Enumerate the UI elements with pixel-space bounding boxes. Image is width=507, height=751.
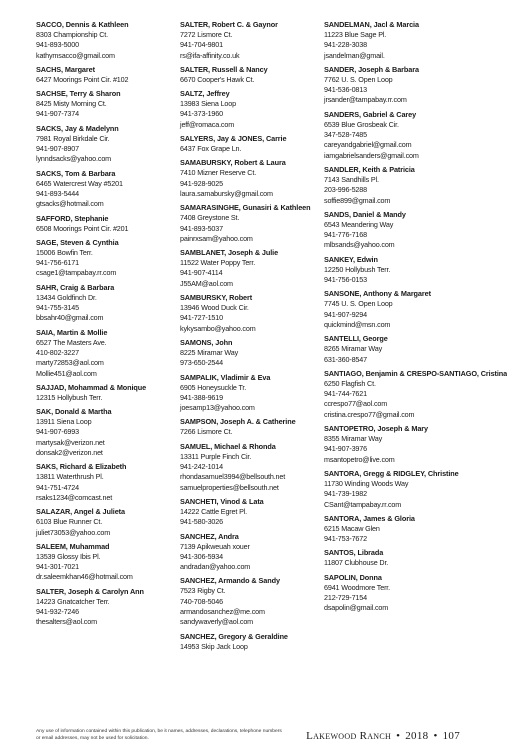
directory-entry (180, 632, 316, 652)
address-line: 7272 Lismore Ct. (180, 30, 233, 39)
address-line: 8303 Championship Ct. (36, 30, 108, 39)
email-line: rsaks1234@comcast.net (36, 492, 113, 502)
directory-entry (180, 89, 316, 130)
directory-entry (180, 293, 316, 334)
resident-name: SANCHETI, Vinod & Lata (180, 496, 264, 506)
address-line: 6103 Blue Runner Ct. (36, 517, 103, 527)
resident-name: SAK, Donald & Martha (36, 407, 112, 417)
directory-column (324, 20, 507, 710)
phone-line: 941-932-7246 (36, 606, 79, 616)
directory-entry (180, 158, 316, 199)
phone-line: 941-776-7168 (324, 230, 367, 240)
directory-entry (180, 203, 316, 244)
resident-name: SANTOS, Librada (324, 548, 384, 558)
phone-line: 941-704-9801 (180, 40, 223, 50)
resident-name: SANDS, Daniel & Mandy (324, 209, 406, 219)
email-line: mlbsands@yahoo.com (324, 240, 395, 250)
directory-entry (324, 368, 507, 420)
phone-line: 941-306-5934 (180, 551, 223, 561)
resident-name: SANTELLI, George (324, 334, 388, 344)
address-line: 7523 Rigby Ct. (180, 586, 226, 596)
phone-line: 941-907-8907 (36, 144, 79, 154)
resident-name: SAMPALIK, Vladimir & Eva (180, 372, 271, 382)
phone-line: 973-650-2544 (180, 358, 223, 368)
resident-name: SANCHEZ, Gregory & Geraldine (180, 631, 288, 641)
phone-line: 941-907-3976 (324, 444, 367, 454)
email-line: dsapolin@gmail.com (324, 603, 389, 613)
directory-entry (324, 289, 460, 330)
address-line: 13434 Goldfinch Dr. (36, 292, 97, 302)
directory-entry (36, 214, 172, 234)
phone-line: 740-708-5046 (180, 596, 223, 606)
directory-column (36, 20, 172, 710)
directory-entry (36, 169, 172, 210)
address-line: 6543 Meandering Way (324, 219, 394, 229)
address-line: 12315 Hollybush Terr. (36, 392, 103, 402)
resident-name: SANKEY, Edwin (324, 254, 378, 264)
phone-line: 941-907-7374 (36, 109, 79, 119)
phone-line: 941-893-5000 (36, 40, 79, 50)
phone-line: 941-580-3026 (180, 517, 223, 527)
address-line: 14223 Gnatcatcher Terr. (36, 596, 110, 606)
email-line: dr.saleemkhan46@hotmail.com (36, 572, 133, 582)
directory-entry (324, 20, 460, 61)
address-line: 8425 Misty Morning Ct. (36, 99, 107, 109)
phone-line: 941-928-9025 (180, 178, 223, 188)
footer-disclaimer: Any use of information contained within this publication, be it names, addresses, declarations, telephone numbers or email addresses, may not be used for solicitation. (36, 729, 282, 741)
directory-entry (180, 532, 316, 573)
email-line: soffie899@gmail.com (324, 195, 391, 205)
directory-entry (324, 573, 460, 614)
resident-name: SAMONS, John (180, 337, 233, 347)
directory-entry (180, 248, 316, 289)
email-line: gtsacks@hotmail.com (36, 199, 104, 209)
directory-entry (36, 238, 172, 279)
email-line: rhondasamuel3994@bellsouth.net (180, 472, 286, 482)
resident-name: SALTER, Joseph & Carolyn Ann (36, 586, 144, 596)
address-line: 6527 The Masters Ave. (36, 337, 107, 347)
resident-name: SAHR, Craig & Barbara (36, 282, 115, 292)
phone-line: 941-756-6171 (36, 258, 79, 268)
phone-line: 941-228-3038 (324, 40, 367, 50)
phone-line: 410-802-3227 (36, 347, 79, 357)
page-footer (36, 728, 460, 746)
resident-name: SAJJAD, Mohammad & Monique (36, 382, 147, 392)
phone-line: 212-729-7154 (324, 592, 367, 602)
resident-name: SACKS, Jay & Madelynn (36, 123, 119, 133)
email-line: donsak2@verizon.net (36, 448, 103, 458)
address-line: 13983 Siena Loop (180, 99, 236, 109)
address-line: 14222 Cattle Egret Pl. (180, 506, 248, 516)
email-line: iamgabrielsanders@gmail.com (324, 150, 419, 160)
directory-entry (180, 576, 316, 627)
address-line: 13539 Glossy Ibis Pl. (36, 551, 101, 561)
directory-columns (36, 20, 507, 710)
community-name: Lakewood Ranch (306, 730, 392, 742)
directory-entry (324, 334, 460, 365)
resident-name: SANDLER, Keith & Patricia (324, 164, 415, 174)
phone-line: 941-753-7672 (324, 534, 367, 544)
resident-name: SANDER, Joseph & Barbara (324, 64, 419, 74)
phone-line: 941-744-7621 (324, 389, 367, 399)
address-line: 7981 Royal Birkdale Cir. (36, 133, 110, 143)
directory-entry (324, 210, 460, 251)
address-line: 14953 Skip Jack Loop (180, 641, 248, 651)
page-number: 107 (442, 730, 460, 742)
directory-entry (180, 417, 316, 437)
phone-line: 631-360-8547 (324, 354, 367, 364)
email-line: thesalters@aol.com (36, 617, 97, 627)
address-line: 11807 Clubhouse Dr. (324, 558, 389, 568)
address-line: 13811 Waterthrush Pl. (36, 472, 104, 482)
directory-column (180, 20, 316, 710)
resident-name: SALYERS, Jay & JONES, Carrie (180, 134, 287, 144)
phone-line: 941-739-1982 (324, 489, 367, 499)
directory-entry (324, 110, 460, 161)
address-line: 12250 Hollybush Terr. (324, 264, 391, 274)
phone-line: 941-893-5444 (36, 188, 79, 198)
directory-entry (180, 338, 316, 369)
directory-entry (36, 283, 172, 324)
resident-name: SANDELMAN, Jacl & Marcia (324, 20, 419, 29)
address-line: 11223 Blue Sage Pl. (324, 30, 387, 39)
email-line: laura.samabursky@gmail.com (180, 188, 273, 198)
directory-entry (36, 328, 172, 379)
resident-name: SAPOLIN, Donna (324, 572, 382, 582)
address-line: 15006 Bowfin Terr. (36, 247, 93, 257)
address-line: 6905 Honeysuckle Tr. (180, 382, 247, 392)
directory-entry (36, 20, 172, 61)
resident-name: SALEEM, Muhammad (36, 541, 110, 551)
resident-name: SACHSE, Terry & Sharon (36, 89, 121, 99)
address-line: 7410 Mizner Reserve Ct. (180, 168, 257, 178)
directory-entry (36, 89, 172, 120)
phone-line: 941-536-0813 (324, 85, 367, 95)
email-line: andradan@yahoo.com (180, 562, 251, 572)
address-line: 13911 Siena Loop (36, 417, 92, 427)
email-line: painrxsam@yahoo.com (180, 233, 253, 243)
address-line: 13311 Purple Finch Cir. (180, 451, 252, 461)
directory-entry (36, 587, 172, 628)
footer-separator: • (396, 730, 401, 742)
directory-entry (180, 373, 316, 414)
resident-name: SANSONE, Anthony & Margaret (324, 289, 431, 299)
email-line: kathymsacco@gmail.com (36, 50, 115, 60)
resident-name: SANDERS, Gabriel & Carey (324, 109, 417, 119)
address-line: 7143 Sandhills Pl. (324, 174, 379, 184)
resident-name: SAMUEL, Michael & Rhonda (180, 441, 276, 451)
directory-year: 2018 (405, 730, 429, 742)
address-line: 6508 Moorings Point Cir. #201 (36, 223, 129, 233)
address-line: 7762 U. S. Open Loop (324, 74, 393, 84)
resident-name: SALTER, Robert C. & Gaynor (180, 20, 278, 29)
directory-entry (180, 134, 316, 154)
phone-line: 203-996-5288 (324, 185, 367, 195)
address-line: 8355 Miramar Way (324, 434, 383, 444)
address-line: 11730 Winding Woods Way (324, 478, 409, 488)
phone-line: 941-751-4724 (36, 482, 79, 492)
phone-line: 941-388-9619 (180, 392, 223, 402)
resident-name: SANCHEZ, Andra (180, 531, 239, 541)
resident-name: SAMPSON, Joseph A. & Catherine (180, 417, 296, 427)
address-line: 6465 Watercrest Way #5201 (36, 178, 123, 188)
directory-entry (324, 424, 460, 465)
footer-separator: • (433, 730, 438, 742)
directory-entry (324, 65, 460, 106)
directory-entry (36, 383, 172, 403)
address-line: 8225 Miramar Way (180, 347, 239, 357)
address-line: 7266 Lismore Ct. (180, 427, 233, 437)
resident-name: SACKS, Tom & Barbara (36, 168, 116, 178)
email-line: J55AM@aol.com (180, 278, 233, 288)
address-line: 6215 Macaw Glen (324, 523, 380, 533)
address-line: 7745 U. S. Open Loop (324, 299, 393, 309)
email-line: samuelproperties@bellsouth.net (180, 482, 279, 492)
resident-name: SANTORA, Gregg & RIDGLEY, Christine (324, 468, 459, 478)
phone-line: 941-242-1014 (180, 462, 223, 472)
email-line: martysak@verizon.net (36, 437, 105, 447)
directory-entry (180, 497, 316, 528)
email-line: marty72853@aol.com (36, 358, 104, 368)
email-line: jeff@romaca.com (180, 119, 235, 129)
address-line: 6427 Moorings Point Cir. #102 (36, 74, 129, 84)
directory-entry (324, 165, 460, 206)
address-line: 7408 Greystone St. (180, 213, 240, 223)
directory-entry (180, 442, 316, 493)
address-line: 6941 Woodmore Terr. (324, 582, 391, 592)
resident-name: SANTORA, James & Gloria (324, 513, 415, 523)
phone-line: 941-907-6993 (36, 427, 79, 437)
address-line: 6437 Fox Grape Ln. (180, 144, 242, 154)
email-line: cristina.crespo77@gmail.com (324, 409, 415, 419)
email-line: armandosanchez@me.com (180, 606, 265, 616)
address-line: 8265 Miramar Way (324, 344, 383, 354)
directory-entry (36, 542, 172, 583)
email-line: jrsander@tampabay.rr.com (324, 95, 407, 105)
email-line: Mollie451@aol.com (36, 368, 97, 378)
email-line: msantopetro@live.com (324, 454, 395, 464)
phone-line: 941-756-0153 (324, 275, 367, 285)
phone-line: 941-373-1960 (180, 109, 223, 119)
resident-name: SAFFORD, Stephanie (36, 213, 109, 223)
resident-name: SAMABURSKY, Robert & Laura (180, 158, 286, 168)
email-line: careyandgabriel@gmail.com (324, 140, 412, 150)
directory-entry (36, 65, 172, 85)
resident-name: SAMBLANET, Joseph & Julie (180, 248, 279, 258)
email-line: CSant@tampabay.rr.com (324, 499, 402, 509)
email-line: quickmind@msn.com (324, 319, 391, 329)
resident-name: SACCO, Dennis & Kathleen (36, 20, 129, 29)
phone-line: 347-528-7485 (324, 130, 367, 140)
phone-line: 941-301-7021 (36, 562, 79, 572)
resident-name: SACHS, Margaret (36, 64, 95, 74)
directory-entry (324, 548, 460, 568)
directory-entry (180, 20, 316, 61)
directory-entry (36, 124, 172, 165)
email-line: rs@ifa-affinity.co.uk (180, 50, 240, 60)
resident-name: SAMARASINGHE, Gunasiri & Kathleen (180, 203, 311, 213)
email-line: jsandelman@gmail. (324, 50, 385, 60)
address-line: 6250 Flagfish Ct. (324, 378, 376, 388)
email-line: joesamp13@yahoo.com (180, 403, 255, 413)
address-line: 6539 Blue Grosbeak Cir. (324, 119, 399, 129)
phone-line: 941-907-4114 (180, 268, 223, 278)
resident-name: SAIA, Martin & Mollie (36, 327, 108, 337)
resident-name: SANCHEZ, Armando & Sandy (180, 576, 280, 586)
address-line: 11522 Water Poppy Terr. (180, 258, 256, 268)
address-line: 13946 Wood Duck Cir. (180, 303, 249, 313)
resident-name: SAKS, Richard & Elizabeth (36, 462, 127, 472)
resident-name: SAGE, Steven & Cynthia (36, 237, 119, 247)
resident-name: SALTZ, Jeffrey (180, 89, 230, 99)
resident-name: SANTIAGO, Benjamin & CRESPO-SANTIAGO, Cristina (324, 368, 507, 378)
directory-entry (324, 469, 460, 510)
email-line: lynndsacks@yahoo.com (36, 154, 112, 164)
email-line: bbsahr40@gmail.com (36, 313, 104, 323)
email-line: sandywaverly@aol.com (180, 617, 254, 627)
directory-entry (324, 255, 460, 286)
directory-entry (324, 514, 460, 545)
address-line: 7139 Apikweuah xouer (180, 541, 250, 551)
address-line: 6670 Cooper's Hawk Ct. (180, 74, 255, 84)
email-line: kykysambo@yahoo.com (180, 323, 256, 333)
page-info (306, 730, 460, 742)
phone-line: 941-893-5037 (180, 223, 223, 233)
email-line: ccrespo77@aol.com (324, 399, 388, 409)
directory-entry (36, 507, 172, 538)
directory-entry (36, 462, 172, 503)
email-line: csage1@tampabay.rr.com (36, 268, 117, 278)
resident-name: SALAZAR, Angel & Julieta (36, 507, 125, 517)
email-line: juliet73053@yahoo.com (36, 527, 111, 537)
phone-line: 941-755-3145 (36, 303, 79, 313)
directory-entry (180, 65, 316, 85)
resident-name: SANTOPETRO, Joseph & Mary (324, 424, 429, 434)
phone-line: 941-727-1510 (180, 313, 223, 323)
phone-line: 941-907-9294 (324, 309, 367, 319)
directory-entry (36, 407, 172, 458)
resident-name: SALTER, Russell & Nancy (180, 64, 268, 74)
resident-name: SAMBURSKY, Robert (180, 293, 253, 303)
